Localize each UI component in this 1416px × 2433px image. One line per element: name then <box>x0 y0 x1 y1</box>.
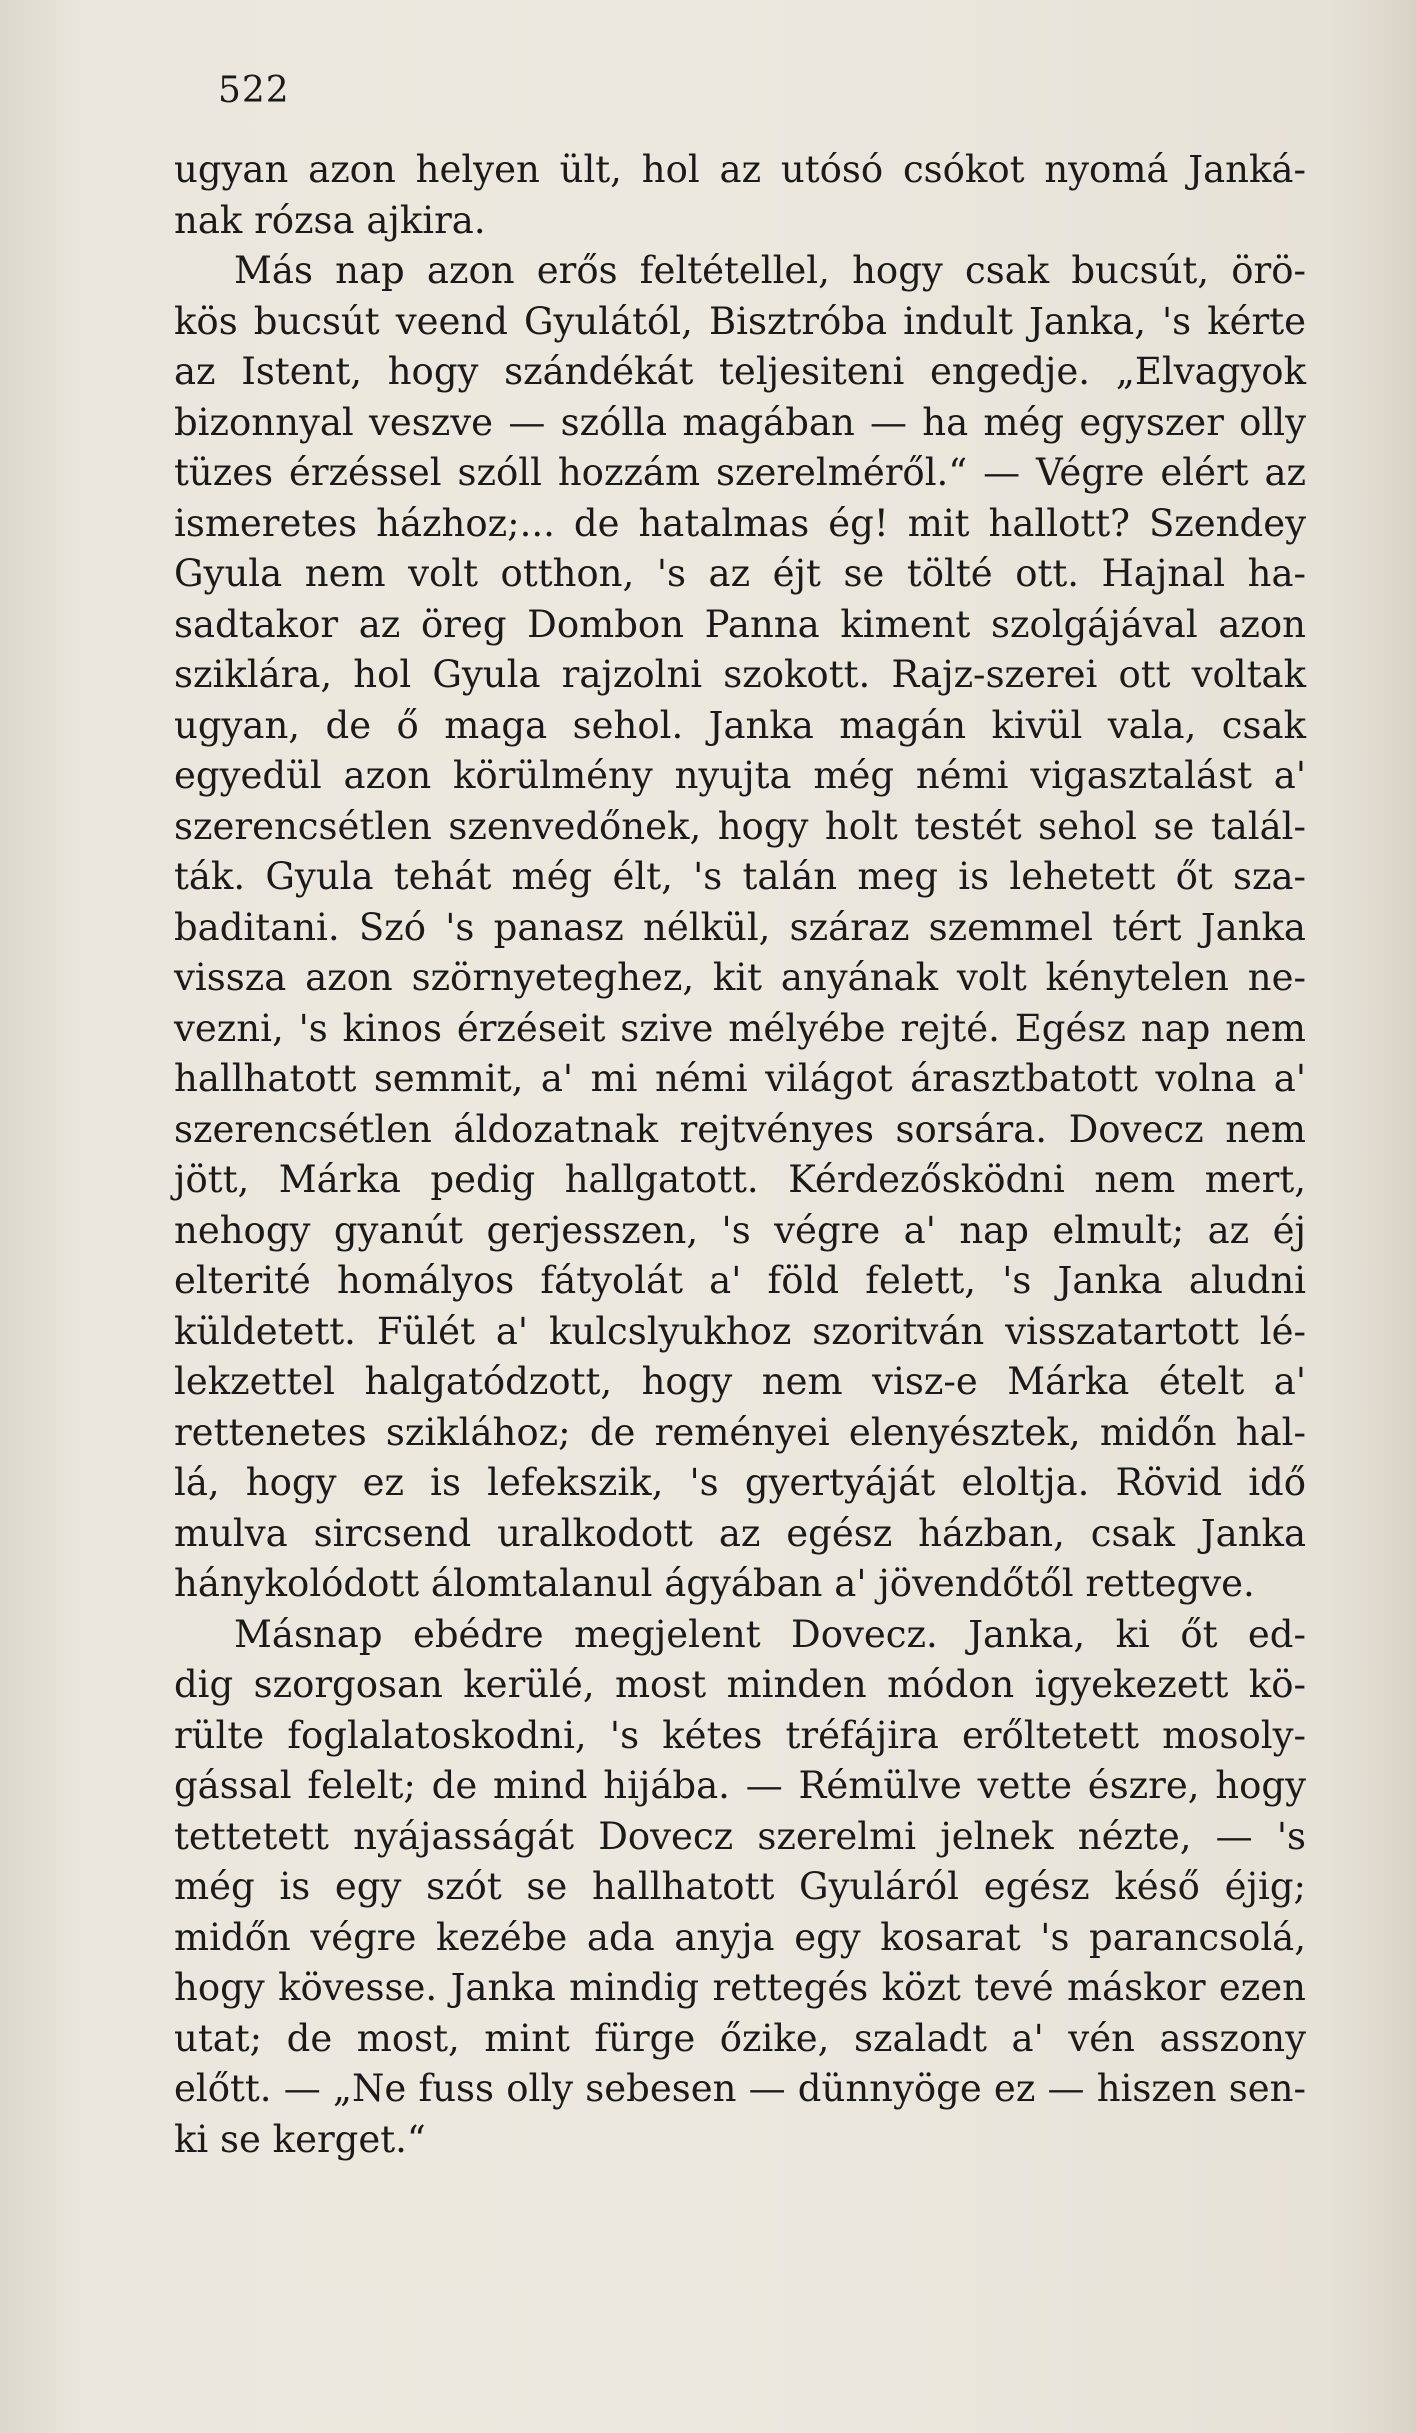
text-line: Más nap azon erős feltétellel, hogy csak bucsút, örö- <box>234 249 1306 292</box>
text-line: vissza azon szörnyeteghez, kit anyának volt kénytelen ne- <box>174 956 1306 999</box>
text-line: ismeretes házhoz;... de hatalmas ég! mit hallott? Szendey <box>174 501 1306 545</box>
text-line: baditani. Szó 's panasz nélkül, száraz szemmel tért Janka <box>174 905 1306 949</box>
paragraph-2 <box>174 246 1306 1610</box>
text-line: Másnap ebédre megjelent Dovecz. Janka, ki őt ed- <box>234 1612 1306 1656</box>
body-text <box>174 145 1306 2165</box>
text-line: ugyan azon helyen ült, hol az utósó csókot nyomá Janká- <box>174 148 1306 191</box>
text-line: vezni, 's kinos érzéseit szive mélyébe rejté. Egész nap nem <box>174 1006 1306 1050</box>
text-line: rülte foglalatoskodni, 's kétes tréfájira erőltetett mosoly- <box>174 1713 1306 1757</box>
text-line: dig szorgosan kerülé, most minden módon igyekezett kö- <box>174 1663 1306 1706</box>
text-line: gással felelt; de mind hijába. — Rémülve vette észre, hogy <box>174 1764 1306 1807</box>
text-line: még is egy szót se hallhatott Gyuláról egész késő éjig; <box>174 1865 1306 1908</box>
text-line: rettenetes sziklához; de reményei elenyésztek, midőn hal- <box>174 1410 1306 1454</box>
text-line: midőn végre kezébe ada anyja egy kosarat 's parancsolá, <box>174 1915 1306 1959</box>
text-line: jött, Márka pedig hallgatott. Kérdezősködni nem mert, <box>174 1158 1306 1201</box>
text-line: tüzes érzéssel szóll hozzám szerelméről.“ — Végre elért az <box>174 451 1306 494</box>
text-line: szerencsétlen áldozatnak rejtvényes sorsára. Dovecz nem <box>174 1107 1306 1151</box>
paragraph-3 <box>174 1610 1306 2166</box>
text-line: küldetett. Fülét a' kulcslyukhoz szoritván visszatartott lé- <box>174 1309 1306 1353</box>
text-line: sziklára, hol Gyula rajzolni szokott. Rajz-szerei ott voltak <box>174 653 1306 696</box>
text-line: Gyula nem volt otthon, 's az éjt se tölté ott. Hajnal ha- <box>174 552 1306 595</box>
text-line: kös bucsút veend Gyulától, Bisztróba indult Janka, 's kérte <box>174 299 1306 343</box>
text-line: hánykolódott álomtalanul ágyában a' jövendőtől rettegve. <box>174 1562 1255 1605</box>
text-line: lá, hogy ez is lefekszik, 's gyertyáját eloltja. Rövid idő <box>174 1461 1306 1504</box>
text-line: egyedül azon körülmény nyujta még némi vigasztalást a' <box>174 754 1306 797</box>
text-line: bizonnyal veszve — szólla magában — ha még egyszer olly <box>174 400 1306 444</box>
text-line: tettetett nyájasságát Dovecz szerelmi jelnek nézte, — 's <box>174 1814 1306 1858</box>
page-number: 522 <box>218 70 290 111</box>
text-line: az Istent, hogy szándékát teljesiteni engedje. „Elvagyok <box>174 350 1306 393</box>
text-line: hallhatott semmit, a' mi némi világot árasztbatott volna a' <box>174 1057 1306 1100</box>
text-line: ki se kerget.“ <box>174 2117 426 2161</box>
text-line: nehogy gyanút gerjesszen, 's végre a' nap elmult; az éj <box>174 1208 1306 1252</box>
text-line: nak rózsa ajkira. <box>174 198 486 242</box>
text-line: szerencsétlen szenvedőnek, hogy holt testét sehol se talál- <box>174 804 1306 848</box>
text-line: elterité homályos fátyolát a' föld felett, 's Janka aludni <box>174 1259 1306 1302</box>
paragraph-1 <box>174 145 1306 246</box>
text-line: ták. Gyula tehát még élt, 's talán meg is lehetett őt sza- <box>174 855 1306 898</box>
text-line: lekzettel halgatódzott, hogy nem visz-e Márka ételt a' <box>174 1360 1306 1403</box>
text-line: ugyan, de ő maga sehol. Janka magán kivül vala, csak <box>174 703 1306 747</box>
text-line: hogy kövesse. Janka mindig rettegés közt tevé máskor ezen <box>174 1966 1306 2009</box>
text-line: sadtakor az öreg Dombon Panna kiment szolgájával azon <box>174 602 1306 646</box>
text-line: mulva sircsend uralkodott az egész házban, csak Janka <box>174 1511 1306 1555</box>
text-line: utat; de most, mint fürge őzike, szaladt a' vén asszony <box>174 2016 1306 2060</box>
text-line: előtt. — „Ne fuss olly sebesen — dünnyöge ez — hiszen sen- <box>174 2067 1306 2110</box>
